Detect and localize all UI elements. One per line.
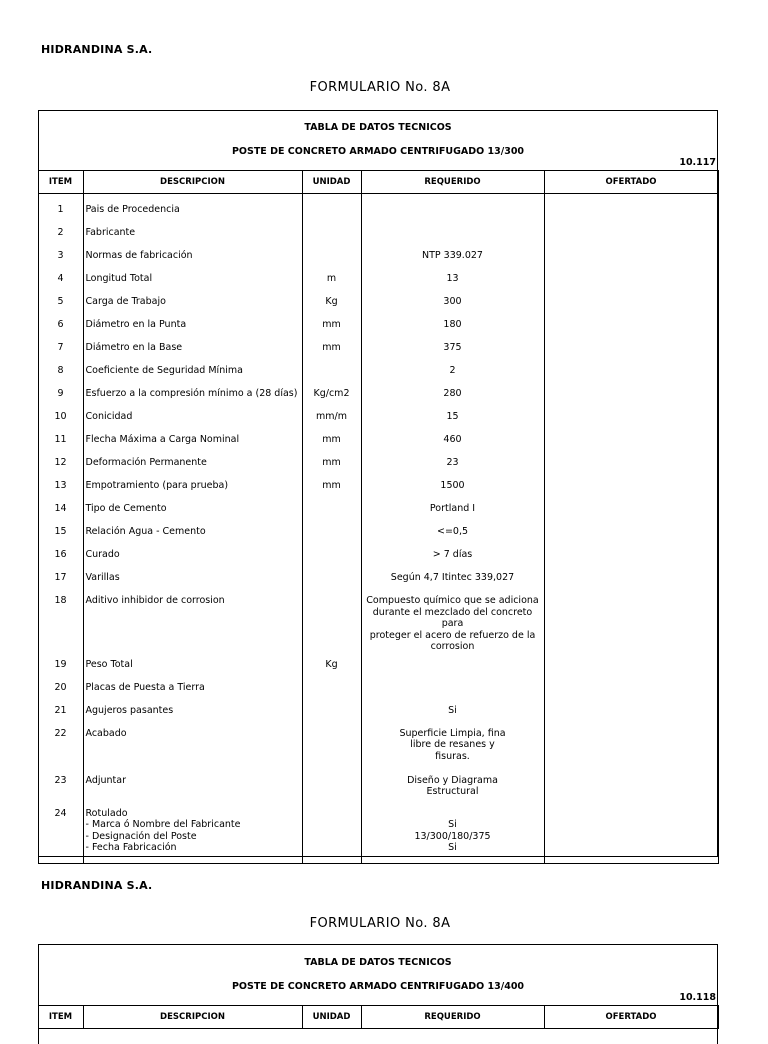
cell-requerido <box>361 653 544 676</box>
cell-requerido: 375 <box>361 336 544 359</box>
cell-descripcion: Longitud Total <box>83 267 302 290</box>
cell-unidad: mm/m <box>302 405 361 428</box>
table-row <box>38 313 718 336</box>
cell-item: 3 <box>38 244 83 267</box>
cell-requerido: 15 <box>361 405 544 428</box>
cell-ofertado <box>544 451 718 474</box>
table-row <box>38 589 718 653</box>
table-row <box>38 451 718 474</box>
company-name: HIDRANDINA S.A. <box>41 43 153 56</box>
column-header-requerido: REQUERIDO <box>361 1006 544 1029</box>
cell-requerido: Portland I <box>361 497 544 520</box>
cell-descripcion: Aditivo inhibidor de corrosion <box>83 589 302 653</box>
column-header-ofertado: OFERTADO <box>544 171 718 194</box>
table-row <box>38 474 718 497</box>
cell-descripcion: Pais de Procedencia <box>83 194 302 222</box>
cell-item: 18 <box>38 589 83 653</box>
table-row <box>38 566 718 589</box>
cell-unidad <box>302 359 361 382</box>
cell-descripcion: Coeficiente de Seguridad Mínima <box>83 359 302 382</box>
table-row <box>38 267 718 290</box>
cell-requerido: <=0,5 <box>361 520 544 543</box>
cell-ofertado <box>544 221 718 244</box>
column-header-item: ITEM <box>38 171 83 194</box>
cell-unidad <box>302 676 361 699</box>
cell-requerido: Superficie Limpia, fina libre de resanes y fisuras. <box>361 722 544 769</box>
column-header-unidad: UNIDAD <box>302 1006 361 1029</box>
cell-descripcion: Peso Total <box>83 653 302 676</box>
cell-unidad: mm <box>302 313 361 336</box>
cell-requerido: Según 4,7 Itintec 339,027 <box>361 566 544 589</box>
column-header-unidad: UNIDAD <box>302 171 361 194</box>
cell-descripcion: Curado <box>83 543 302 566</box>
cell-unidad: Kg/cm2 <box>302 382 361 405</box>
cell-unidad: mm <box>302 428 361 451</box>
cell-ofertado <box>544 382 718 405</box>
cell-unidad <box>302 520 361 543</box>
cell-unidad <box>302 769 361 802</box>
cell-item: 17 <box>38 566 83 589</box>
column-header-descripcion: DESCRIPCION <box>83 171 302 194</box>
cell-item: 20 <box>38 676 83 699</box>
cell-item: 24 <box>38 802 83 864</box>
cell-unidad <box>302 722 361 769</box>
cell-item: 11 <box>38 428 83 451</box>
cell-unidad <box>302 244 361 267</box>
cell-item: 1 <box>38 194 83 222</box>
cell-item: 9 <box>38 382 83 405</box>
cell-item: 10 <box>38 405 83 428</box>
cell-unidad <box>302 589 361 653</box>
cell-item: 22 <box>38 722 83 769</box>
table-row <box>38 290 718 313</box>
cell-requerido: 280 <box>361 382 544 405</box>
cell-descripcion: Rotulado - Marca ó Nombre del Fabricante - Designación del Poste - Fecha Fabricación <box>83 802 302 864</box>
cell-ofertado <box>544 244 718 267</box>
cell-descripcion: Carga de Trabajo <box>83 290 302 313</box>
cell-ofertado <box>544 267 718 290</box>
cell-requerido: 2 <box>361 359 544 382</box>
cell-requerido: NTP 339.027 <box>361 244 544 267</box>
cell-unidad: mm <box>302 336 361 359</box>
cell-descripcion: Esfuerzo a la compresión mínimo a (28 días) <box>83 382 302 405</box>
cell-descripcion: Diámetro en la Punta <box>83 313 302 336</box>
cell-ofertado <box>544 405 718 428</box>
table-row <box>38 497 718 520</box>
form-title: FORMULARIO No. 8A <box>309 80 451 95</box>
table-row <box>38 699 718 722</box>
table-row <box>38 769 718 802</box>
cell-requerido: 180 <box>361 313 544 336</box>
table-row <box>38 221 718 244</box>
cell-requerido: Diseño y Diagrama Estructural <box>361 769 544 802</box>
cell-unidad <box>302 497 361 520</box>
cell-requerido: > 7 días <box>361 543 544 566</box>
cell-item: 5 <box>38 290 83 313</box>
cell-descripcion: Varillas <box>83 566 302 589</box>
cell-descripcion: Relación Agua - Cemento <box>83 520 302 543</box>
cell-descripcion: Diámetro en la Base <box>83 336 302 359</box>
cell-item: 2 <box>38 221 83 244</box>
cell-item: 4 <box>38 267 83 290</box>
cell-item: 6 <box>38 313 83 336</box>
column-header-descripcion: DESCRIPCION <box>83 1006 302 1029</box>
column-header-requerido: REQUERIDO <box>361 171 544 194</box>
cell-descripcion: Adjuntar <box>83 769 302 802</box>
cell-ofertado <box>544 313 718 336</box>
cell-requerido: 23 <box>361 451 544 474</box>
item-code: 10.117 <box>679 157 716 168</box>
cell-item: 12 <box>38 451 83 474</box>
cell-item: 14 <box>38 497 83 520</box>
cell-ofertado <box>544 566 718 589</box>
table-row <box>38 802 718 864</box>
cell-requerido <box>361 221 544 244</box>
cell-requerido: 1500 <box>361 474 544 497</box>
cell-unidad <box>302 699 361 722</box>
cell-requerido <box>361 194 544 222</box>
cell-item: 19 <box>38 653 83 676</box>
cell-descripcion: Deformación Permanente <box>83 451 302 474</box>
column-header-ofertado: OFERTADO <box>544 1006 718 1029</box>
cell-ofertado <box>544 699 718 722</box>
cell-descripcion: Flecha Máxima a Carga Nominal <box>83 428 302 451</box>
technical-data-table <box>38 1005 719 1029</box>
cell-unidad: m <box>302 267 361 290</box>
cell-unidad: mm <box>302 474 361 497</box>
table-row <box>38 428 718 451</box>
table-row <box>38 359 718 382</box>
cell-descripcion: Conicidad <box>83 405 302 428</box>
cell-unidad <box>302 802 361 864</box>
technical-data-table-frame <box>38 944 718 1044</box>
cell-requerido <box>361 676 544 699</box>
cell-descripcion: Fabricante <box>83 221 302 244</box>
cell-ofertado <box>544 802 718 864</box>
cell-item: 13 <box>38 474 83 497</box>
cell-ofertado <box>544 194 718 222</box>
cell-descripcion: Empotramiento (para prueba) <box>83 474 302 497</box>
cell-ofertado <box>544 589 718 653</box>
cell-descripcion: Placas de Puesta a Tierra <box>83 676 302 699</box>
cell-requerido: 300 <box>361 290 544 313</box>
cell-ofertado <box>544 428 718 451</box>
cell-descripcion: Acabado <box>83 722 302 769</box>
table-row <box>38 543 718 566</box>
cell-ofertado <box>544 653 718 676</box>
cell-unidad <box>302 566 361 589</box>
cell-requerido: 13 <box>361 267 544 290</box>
technical-data-table <box>38 170 719 864</box>
form-title: FORMULARIO No. 8A <box>309 916 451 931</box>
cell-ofertado <box>544 497 718 520</box>
cell-descripcion: Agujeros pasantes <box>83 699 302 722</box>
cell-ofertado <box>544 722 718 769</box>
cell-ofertado <box>544 290 718 313</box>
technical-data-table-frame <box>38 110 718 857</box>
table-row <box>38 382 718 405</box>
company-name: HIDRANDINA S.A. <box>41 879 153 892</box>
table-title: TABLA DE DATOS TECNICOS <box>304 957 452 968</box>
cell-unidad <box>302 543 361 566</box>
cell-ofertado <box>544 543 718 566</box>
product-title: POSTE DE CONCRETO ARMADO CENTRIFUGADO 13/400 <box>231 981 525 992</box>
table-row <box>38 405 718 428</box>
cell-ofertado <box>544 336 718 359</box>
cell-requerido: Compuesto químico que se adiciona durante el mezclado del concreto para proteger el acero de refuerzo de la corrosion <box>361 589 544 653</box>
cell-ofertado <box>544 474 718 497</box>
cell-unidad: mm <box>302 451 361 474</box>
cell-item: 21 <box>38 699 83 722</box>
cell-unidad: Kg <box>302 653 361 676</box>
cell-unidad <box>302 194 361 222</box>
table-header-row <box>38 1006 718 1029</box>
item-code: 10.118 <box>679 992 716 1003</box>
cell-ofertado <box>544 676 718 699</box>
cell-ofertado <box>544 359 718 382</box>
product-title: POSTE DE CONCRETO ARMADO CENTRIFUGADO 13/300 <box>231 146 525 157</box>
table-row <box>38 336 718 359</box>
table-row <box>38 194 718 222</box>
cell-ofertado <box>544 769 718 802</box>
table-row <box>38 653 718 676</box>
cell-item: 16 <box>38 543 83 566</box>
cell-descripcion: Normas de fabricación <box>83 244 302 267</box>
cell-ofertado <box>544 520 718 543</box>
cell-requerido: Si 13/300/180/375 Si <box>361 802 544 864</box>
cell-unidad <box>302 221 361 244</box>
cell-requerido: 460 <box>361 428 544 451</box>
cell-descripcion: Tipo de Cemento <box>83 497 302 520</box>
cell-requerido: Si <box>361 699 544 722</box>
cell-item: 7 <box>38 336 83 359</box>
table-row <box>38 520 718 543</box>
table-row <box>38 722 718 769</box>
cell-item: 8 <box>38 359 83 382</box>
table-title: TABLA DE DATOS TECNICOS <box>304 122 452 133</box>
column-header-item: ITEM <box>38 1006 83 1029</box>
table-header-row <box>38 171 718 194</box>
cell-item: 15 <box>38 520 83 543</box>
table-row <box>38 676 718 699</box>
cell-unidad: Kg <box>302 290 361 313</box>
cell-item: 23 <box>38 769 83 802</box>
table-row <box>38 244 718 267</box>
